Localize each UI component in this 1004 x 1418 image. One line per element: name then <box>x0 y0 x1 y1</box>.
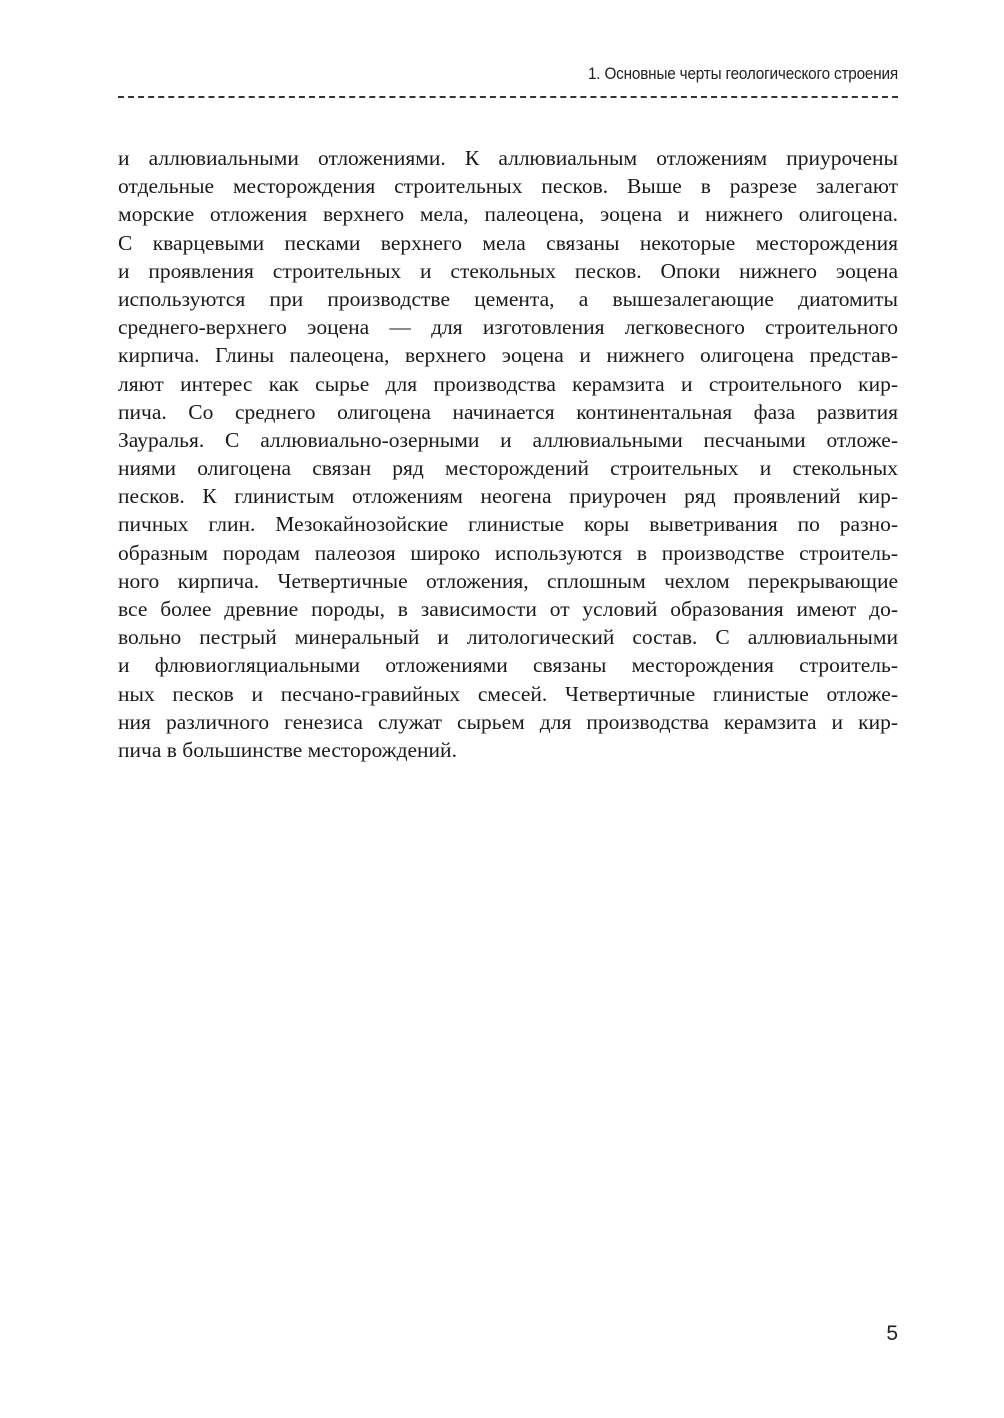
text-line: ляют интерес как сырье для производства керамзита и строительного кир- <box>118 371 898 396</box>
text-line: ния различного генезиса служат сырьем для производства керамзита и кир- <box>118 709 898 734</box>
text-line: пича. Со среднего олигоцена начинается континентальная фаза развития <box>118 399 898 424</box>
text-line: пичных глин. Мезокайнозойские глинистые коры выветривания по разно- <box>118 512 898 537</box>
header-divider <box>118 96 898 98</box>
text-line: среднего-верхнего эоцена — для изготовления легковесного строительного <box>118 315 898 340</box>
text-line: Зауралья. С аллювиально-озерными и аллювиальными песчаными отложе- <box>118 427 898 452</box>
text-line: ниями олигоцена связан ряд месторождений строительных и стекольных <box>118 456 898 481</box>
text-line: вольно пестрый минеральный и литологический состав. С аллювиальными <box>118 625 898 650</box>
text-line: и проявления строительных и стекольных песков. Опоки нижнего эоцена <box>118 258 898 283</box>
text-line: образным породам палеозоя широко используются в производстве строитель- <box>118 540 898 565</box>
body-paragraph <box>118 144 898 764</box>
page-number: 5 <box>886 1322 898 1345</box>
running-header: 1. Основные черты геологического строения <box>587 64 898 83</box>
text-line: кирпича. Глины палеоцена, верхнего эоцена и нижнего олигоцена представ- <box>118 343 898 368</box>
text-line: ного кирпича. Четвертичные отложения, сплошным чехлом перекрывающие <box>118 568 898 593</box>
text-line: отдельные месторождения строительных песков. Выше в разрезе залегают <box>118 174 898 199</box>
text-line: ных песков и песчано-гравийных смесей. Четвертичные глинистые отложе- <box>118 681 898 706</box>
text-line: песков. К глинистым отложениям неогена приурочен ряд проявлений кир- <box>118 484 898 509</box>
text-line: и флювиогляциальными отложениями связаны месторождения строитель- <box>118 653 898 678</box>
text-line: используются при производстве цемента, а вышезалегающие диатомиты <box>118 286 898 311</box>
text-line: С кварцевыми песками верхнего мела связаны некоторые месторождения <box>118 230 898 255</box>
text-line: все более древние породы, в зависимости от условий образования имеют до- <box>118 597 898 621</box>
text-line: и аллювиальными отложениями. К аллювиальным отложениям приурочены <box>118 146 898 170</box>
text-line: морские отложения верхнего мела, палеоцена, эоцена и нижнего олигоцена. <box>118 202 898 227</box>
text-line: пича в большинстве месторождений. <box>118 737 457 762</box>
